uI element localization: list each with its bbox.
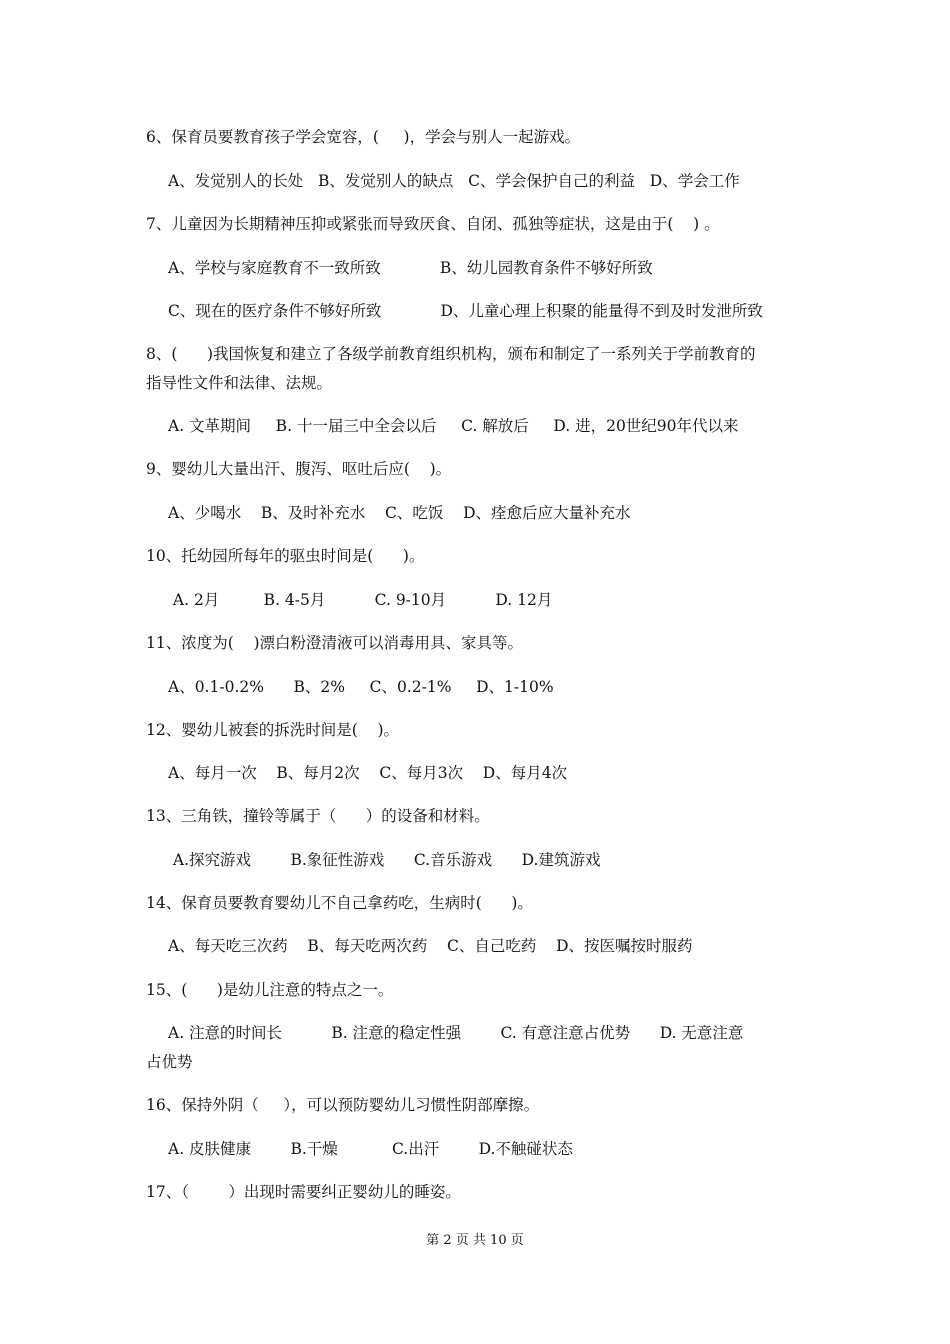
question-15-options: A. 注意的时间长 B. 注意的稳定性强 C. 有意注意占优势 D. 无意注意 xyxy=(168,1024,744,1042)
question-11-options: A、0.1-0.2% B、2% C、0.2-1% D、1-10% xyxy=(168,678,554,696)
question-15-cont: 占优势 xyxy=(146,1053,193,1071)
question-13-options: A.探究游戏 B.象征性游戏 C.音乐游戏 D.建筑游戏 xyxy=(168,851,601,869)
question-16: 16、保持外阴（ ），可以预防婴幼儿习惯性阴部摩擦。 xyxy=(146,1096,540,1114)
question-7: 7、儿童因为长期精神压抑或紧张而导致厌食、自闭、孤独等症状，这是由于( ) 。 xyxy=(146,215,720,233)
question-12-options: A、每月一次 B、每月2次 C、每月3次 D、每月4次 xyxy=(168,764,568,782)
question-9: 9、婴幼儿大量出汗、腹泻、呕吐后应( )。 xyxy=(146,460,452,478)
question-10-options: A. 2月 B. 4-5月 C. 9-10月 D. 12月 xyxy=(168,591,553,609)
question-8: 8、( )我国恢复和建立了各级学前教育组织机构，颁布和制定了一系列关于学前教育的 xyxy=(146,345,756,363)
question-8-options: A. 文革期间 B. 十一届三中全会以后 C. 解放后 D. 进，20世纪90年代以来 xyxy=(168,417,739,435)
question-15: 15、( )是幼儿注意的特点之一。 xyxy=(146,981,394,999)
question-11: 11、浓度为( )漂白粉澄清液可以消毒用具、家具等。 xyxy=(146,634,524,652)
question-13: 13、三角铁，撞铃等属于（ ）的设备和材料。 xyxy=(146,807,490,825)
question-8-cont: 指导性文件和法律、法规。 xyxy=(146,374,333,392)
question-6-options: A、发觉别人的长处 B、发觉别人的缺点 C、学会保护自己的利益 D、学会工作 xyxy=(168,172,740,190)
question-14-options: A、每天吃三次药 B、每天吃两次药 C、自己吃药 D、按医嘱按时服药 xyxy=(168,937,693,955)
question-9-options: A、少喝水 B、及时补充水 C、吃饭 D、痊愈后应大量补充水 xyxy=(168,504,631,522)
question-7-options-2: C、现在的医疗条件不够好所致 D、儿童心理上积聚的能量得不到及时发泄所致 xyxy=(168,302,763,320)
question-10: 10、托幼园所每年的驱虫时间是( )。 xyxy=(146,547,425,565)
question-6: 6、保育员要教育孩子学会宽容，( )，学会与别人一起游戏。 xyxy=(146,128,581,146)
page-footer: 第 2 页 共 10 页 xyxy=(426,1233,524,1248)
question-16-options: A. 皮肤健康 B.干燥 C.出汗 D.不触碰状态 xyxy=(168,1140,573,1158)
question-17: 17、（ ）出现时需要纠正婴幼儿的睡姿。 xyxy=(146,1183,461,1201)
question-12: 12、婴幼儿被套的拆洗时间是( )。 xyxy=(146,721,400,739)
question-7-options-1: A、学校与家庭教育不一致所致 B、幼儿园教育条件不够好所致 xyxy=(168,259,653,277)
question-14: 14、保育员要教育婴幼儿不自己拿药吃，生病时( )。 xyxy=(146,894,533,912)
